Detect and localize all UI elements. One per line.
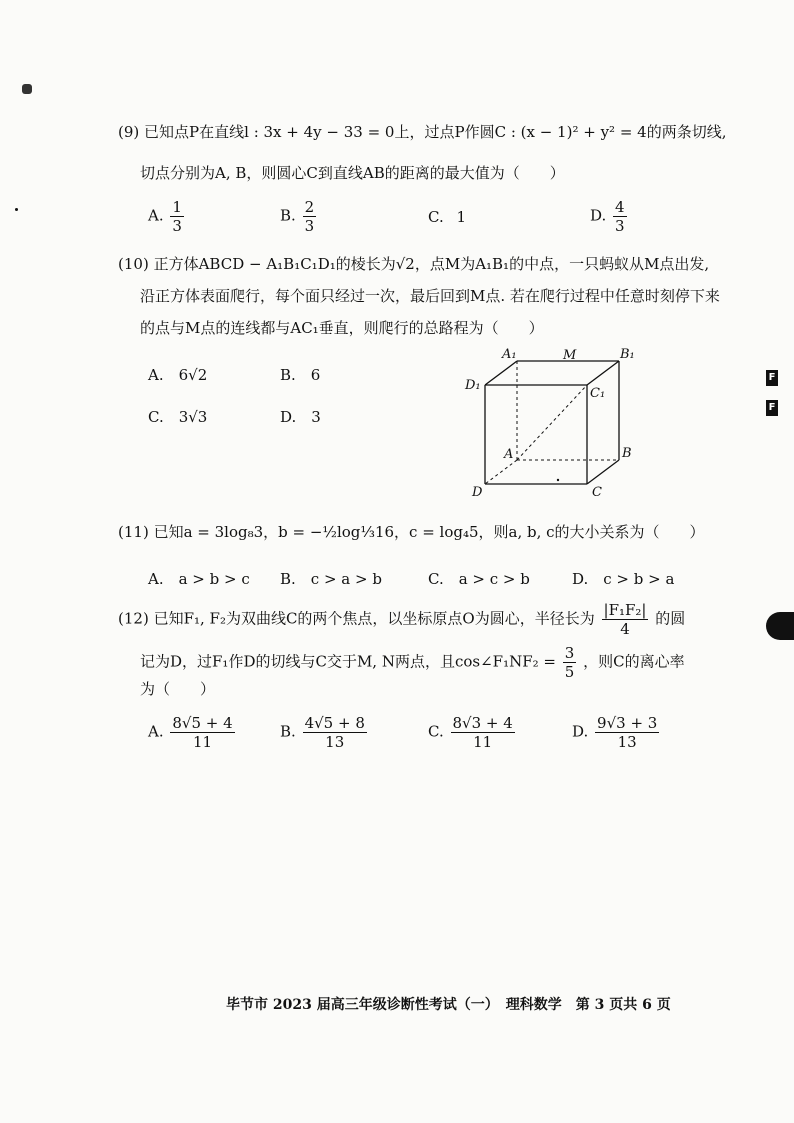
q10-option-c: C. 3√3 (148, 408, 208, 426)
label-C1: C₁ (590, 386, 606, 401)
q10-option-a: A. 6√2 (148, 366, 208, 384)
label-A: A (504, 447, 514, 462)
q9-number: (9) (118, 123, 140, 141)
q11-line1 (118, 522, 705, 542)
q10-line2: 沿正方体表面爬行，每个面只经过一次，最后回到M点. 若在爬行过程中任意时刻停下来 (140, 287, 720, 305)
q10-line1 (118, 254, 709, 274)
label-C: C (592, 485, 602, 500)
q12-stem-line1-post: 的圆 (655, 609, 686, 628)
cube-figure (462, 344, 652, 502)
label-B: B (622, 446, 632, 461)
q12-line1 (118, 601, 685, 638)
q9-option-d: D. $\frac{4}{3}$ (590, 198, 625, 235)
label-B1: B₁ (620, 347, 635, 362)
q9-option-c: C. 1 (428, 208, 467, 226)
q9-option-d-fraction: $\frac{4}{3}$ (615, 198, 625, 235)
page-footer: 毕节市 2023 届高三年级诊断性考试（一） 理科数学 第 3 页共 6 页 (226, 997, 671, 1013)
side-mark-2: F (766, 400, 778, 416)
q12-option-b-fraction: $\frac{4√5 + 8}{13}$ (304, 714, 365, 751)
q12-option-a-fraction: $\frac{8√5 + 4}{11}$ (172, 714, 233, 751)
q11-option-d: D. c > b > a (572, 570, 675, 588)
q12-option-d: D. $\frac{9√3 + 3}{13}$ (572, 714, 658, 751)
q12-radius-fraction: $\frac{\text{|F₁F₂|}}{4}$ (603, 601, 647, 638)
q12-option-c: C. $\frac{8√3 + 4}{11}$ (428, 714, 513, 751)
q12-stem-line2-pre: 记为D，过F₁作D的切线与C交于M, N两点，且cos∠F₁NF₂ = (140, 652, 556, 671)
side-mark-1: F (766, 370, 778, 386)
q12-line3: 为（ ） (140, 680, 216, 698)
q11-stem-line1: 已知a = 3log₈3，b = −½log⅓16，c = log₄5，则a, b, c的大小关系为（ ） (153, 523, 705, 541)
label-M: M (563, 348, 577, 363)
q9-option-b-fraction: $\frac{2}{3}$ (304, 198, 315, 235)
q9-stem-line1: 已知点P在直线l : 3x + 4y − 33 = 0上，过点P作圆C : (x − 1)² + y² = 4的两条切线, (144, 123, 727, 141)
q12-option-b: B. $\frac{4√5 + 8}{13}$ (280, 714, 365, 751)
q9-option-a: A. $\frac{1}{3}$ (148, 198, 182, 235)
q11-option-b: B. c > a > b (280, 570, 382, 588)
label-D1: D₁ (465, 378, 481, 393)
q12-number: (12) (118, 609, 149, 628)
q11-number: (11) (118, 523, 149, 541)
q11-option-a: A. a > b > c (148, 570, 250, 588)
q12-option-d-fraction: $\frac{9√3 + 3}{13}$ (597, 714, 658, 751)
q11-option-c: C. a > c > b (428, 570, 530, 588)
label-D: D (472, 485, 483, 500)
q10-line3: 的点与M点的连线都与AC₁垂直，则爬行的总路程为（ ） (140, 319, 544, 337)
q10-number: (10) (118, 255, 149, 273)
q12-option-a: A. $\frac{8√5 + 4}{11}$ (148, 714, 233, 751)
q10-stem-line1: 正方体ABCD − A₁B₁C₁D₁的棱长为√2，点M为A₁B₁的中点，一只蚂蚁从M点出发, (153, 255, 710, 273)
q9-line2: 切点分别为A, B，则圆心C到直线AB的距离的最大值为（ ） (140, 164, 565, 182)
side-hole-mark (766, 612, 794, 640)
q12-option-c-fraction: $\frac{8√3 + 4}{11}$ (452, 714, 513, 751)
q9-line1 (118, 122, 726, 142)
scan-mark (22, 84, 32, 94)
q12-line2 (140, 644, 685, 681)
label-A1: A₁ (502, 347, 517, 362)
scan-dot (15, 208, 18, 211)
q10-option-b: B. 6 (280, 366, 321, 384)
q10-option-d: D. 3 (280, 408, 321, 426)
q12-stem-line1-pre: 已知F₁, F₂为双曲线C的两个焦点，以坐标原点O为圆心，半径长为 (153, 609, 595, 628)
q12-stem-line2-post: ，则C的离心率 (583, 652, 685, 671)
q9-option-b: B. $\frac{2}{3}$ (280, 198, 315, 235)
q9-option-a-fraction: $\frac{1}{3}$ (172, 198, 182, 235)
q12-cos-fraction: $\frac{3}{5}$ (564, 644, 575, 681)
